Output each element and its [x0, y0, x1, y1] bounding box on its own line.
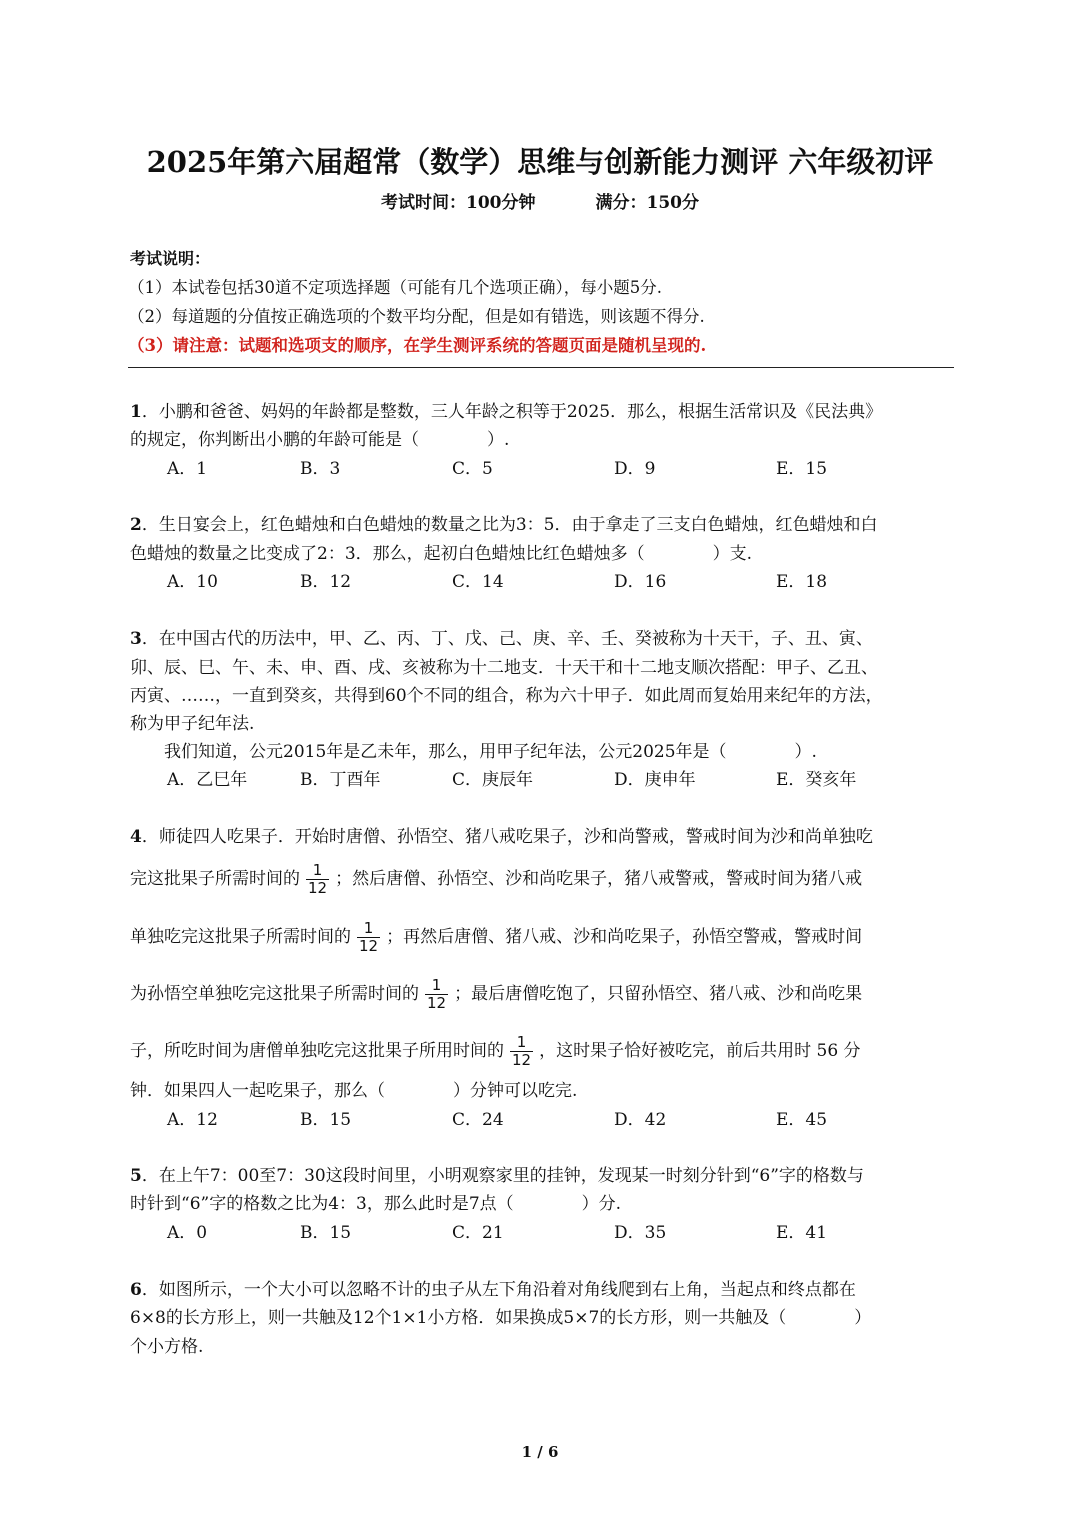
option-c[interactable]: C．5: [452, 459, 493, 479]
question-4-line: 子，所吃时间为唐僧单独吃完这批果子所用时间的 $\frac{1}{12}$ ，这时果子恰好被吃完，前后共用时 56 分: [130, 1033, 861, 1069]
question-number: 4: [130, 827, 142, 847]
question-2-line: 色蜡烛的数量之比变成了2：3．那么，起初白色蜡烛比红色蜡烛多（ ）支.: [130, 544, 753, 564]
option-a[interactable]: A．12: [167, 1110, 218, 1130]
exam-meta: [0, 188, 1080, 213]
option-a[interactable]: A．10: [167, 572, 218, 592]
question-3-line: 3．在中国古代的历法中，甲、乙、丙、丁、戊、己、庚、辛、壬、癸被称为十天干，子、丑、寅、: [130, 629, 873, 649]
question-5-line: 时针到“6”字的格数之比为4：3，那么此时是7点（ ）分.: [130, 1194, 622, 1214]
option-b[interactable]: B．15: [300, 1223, 352, 1243]
option-d[interactable]: D．35: [614, 1223, 667, 1243]
question-4-line: 为孙悟空单独吃完这批果子所需时间的 $\frac{1}{12}$ ；最后唐僧吃饱了，只留孙悟空、猪八戒、沙和尚吃果: [130, 976, 863, 1012]
option-b[interactable]: B．3: [300, 459, 341, 479]
question-1-line: 的规定，你判断出小鹏的年龄可能是（ ）.: [130, 430, 510, 450]
page-title: 2025年第六届超常（数学）思维与创新能力测评 六年级初评: [146, 145, 934, 179]
question-number: 2: [130, 515, 142, 535]
question-4-line: 单独吃完这批果子所需时间的 $\frac{1}{12}$ ；再然后唐僧、猪八戒、沙和尚吃果子，孙悟空警戒，警戒时间: [130, 919, 863, 955]
option-a[interactable]: A．乙巳年: [167, 770, 248, 790]
exam-score: 满分：150分: [595, 193, 699, 213]
option-a[interactable]: A．0: [167, 1223, 208, 1243]
option-a[interactable]: A．1: [167, 459, 208, 479]
option-c[interactable]: C．14: [452, 572, 504, 592]
fraction: $\frac{1}{12}$: [359, 919, 379, 955]
option-d[interactable]: D．9: [614, 459, 656, 479]
fraction: $\frac{1}{12}$: [308, 861, 328, 897]
question-3-line: 称为甲子纪年法.: [130, 714, 255, 734]
option-b[interactable]: B．15: [300, 1110, 352, 1130]
option-d[interactable]: D．42: [614, 1110, 667, 1130]
page-number: 1 / 6: [521, 1443, 559, 1461]
fraction: $\frac{1}{12}$: [427, 976, 447, 1012]
question-6-line: 个小方格.: [130, 1337, 204, 1357]
instructions-heading: 考试说明：: [130, 249, 211, 268]
question-number: 3: [130, 629, 142, 649]
instruction-item: （2）每道题的分值按正确选项的个数平均分配，但是如有错选，则该题不得分.: [128, 307, 705, 326]
option-c[interactable]: C．21: [452, 1223, 504, 1243]
question-4-line: 4．师徒四人吃果子．开始时唐僧、孙悟空、猪八戒吃果子，沙和尚警戒，警戒时间为沙和尚单独吃: [130, 827, 873, 847]
question-6-line: 6×8的长方形上，则一共触及12个1×1小方格．如果换成5×7的长方形，则一共触及（ ）: [130, 1308, 872, 1328]
exam-time: 考试时间：100分钟: [381, 193, 536, 213]
divider: [128, 367, 954, 368]
option-e[interactable]: E．15: [776, 459, 828, 479]
question-6-line: 6．如图所示，一个大小可以忽略不计的虫子从左下角沿着对角线爬到右上角，当起点和终点都在: [130, 1280, 856, 1300]
option-d[interactable]: D．庚申年: [614, 770, 696, 790]
question-1-line: 1．小鹏和爸爸、妈妈的年龄都是整数，三人年龄之积等于2025．那么，根据生活常识及《民法典》: [130, 402, 883, 422]
question-5-line: 5．在上午7：00至7：30这段时间里，小明观察家里的挂钟，发现某一时刻分针到“6”字的格数与: [130, 1166, 864, 1186]
question-3-line: 我们知道，公元2015年是乙未年，那么，用甲子纪年法，公元2025年是（ ）.: [164, 742, 817, 762]
option-e[interactable]: E．41: [776, 1223, 828, 1243]
option-b[interactable]: B．丁酉年: [300, 770, 381, 790]
question-4-line: 完这批果子所需时间的 $\frac{1}{12}$ ；然后唐僧、孙悟空、沙和尚吃果子，猪八戒警戒，警戒时间为猪八戒: [130, 861, 863, 897]
instruction-item-warning: （3）请注意：试题和选项支的顺序，在学生测评系统的答题页面是随机呈现的.: [128, 336, 707, 355]
option-b[interactable]: B．12: [300, 572, 352, 592]
question-number: 1: [130, 402, 142, 422]
option-c[interactable]: C．庚辰年: [452, 770, 534, 790]
fraction: $\frac{1}{12}$: [512, 1033, 532, 1069]
question-3-line: 卯、辰、巳、午、未、申、酉、戌、亥被称为十二地支．十天干和十二地支顺次搭配：甲子、乙丑、: [130, 658, 878, 678]
question-4-line: 钟．如果四人一起吃果子，那么（ ）分钟可以吃完.: [130, 1081, 578, 1101]
instruction-item: （1）本试卷包括30道不定项选择题（可能有几个选项正确），每小题5分.: [128, 278, 662, 297]
option-e[interactable]: E．18: [776, 572, 828, 592]
question-3-line: 丙寅、……，一直到癸亥，共得到60个不同的组合，称为六十甲子．如此周而复始用来纪年的方法，: [130, 686, 883, 706]
question-number: 6: [130, 1280, 142, 1300]
option-d[interactable]: D．16: [614, 572, 667, 592]
question-2-line: 2．生日宴会上，红色蜡烛和白色蜡烛的数量之比为3：5．由于拿走了三支白色蜡烛，红色蜡烛和白: [130, 515, 878, 535]
option-e[interactable]: E．45: [776, 1110, 828, 1130]
option-c[interactable]: C．24: [452, 1110, 504, 1130]
question-number: 5: [130, 1166, 142, 1186]
option-e[interactable]: E．癸亥年: [776, 770, 857, 790]
